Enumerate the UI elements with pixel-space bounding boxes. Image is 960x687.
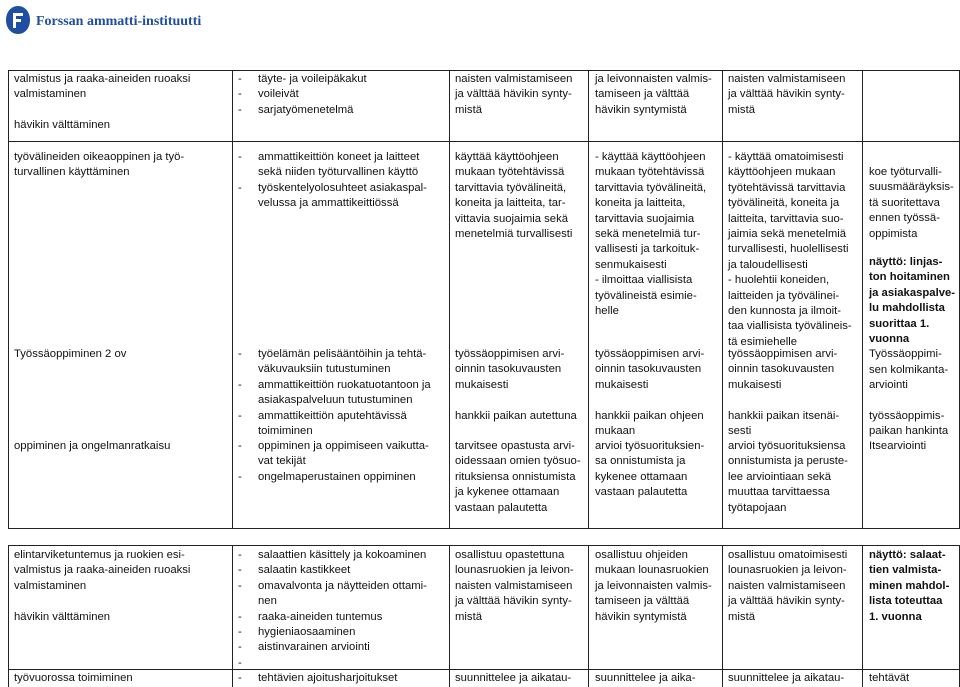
row-subject: elintarviketuntemus ja ruokien esi- valmistus ja raaka-aineiden ruoaksi valmistaminen hävikin välttäminen — [14, 549, 191, 623]
list-item: - ammattikeittiön aputehtävissä toimiminen — [238, 409, 407, 438]
table2-row-divider — [8, 669, 960, 670]
table1-col-divider — [862, 70, 863, 529]
evaluation-column: koe työturvalli- suusmääräyksis- tä suoritettava ennen työssä- oppimista — [869, 166, 954, 240]
table2-col-divider — [722, 545, 723, 687]
criteria-t1: suunnittelee ja aikatau- — [455, 672, 572, 684]
evaluation-column: tehtävät — [869, 672, 910, 684]
list-item: - työskentelyolosuhteet asiakaspal- velussa ja ammattikeittiössä — [238, 181, 427, 210]
criteria-k3: naisten valmistamiseen ja välttää hävikin synty- mistä — [728, 73, 846, 116]
table2-col-divider — [8, 545, 9, 687]
evaluation-column: Itsearviointi — [869, 440, 927, 452]
list-item: - sarjatyömenetelmä — [238, 103, 354, 116]
criteria-t1: käyttää käyttöohjeen mukaan työtehtävissä tarvittavia työvälineitä, koneita ja laitteita, tar- vittavia suojaimia sekä menetelmiä turvallisesti — [455, 151, 573, 241]
criteria-k3: - käyttää omatoimisesti käyttöohjeen mukaan työtehtävissä tarvittavia työvälineitä, koneita ja laitteita, tarvittavia suo- jaimia sekä menetelmiä turvallisesti, huolellisesti ja taloudellisesti - huolehtii koneiden, laitteiden ja työvälinei- den kunnosta ja ilmoit- taa viallisista työvälineis- tä esimiehelle — [728, 151, 852, 348]
table1-bottom-border — [8, 528, 960, 529]
list-item: - ammattikeittiön ruokatuotantoon ja asiakaspalveluun tutustuminen — [238, 378, 431, 407]
org-name: Forssan ammatti-instituutti — [36, 14, 202, 29]
criteria-h2: ja leivonnaisten valmis- tamiseen ja välttää hävikin syntymistä — [595, 73, 712, 116]
list-item: - työelämän pelisääntöihin ja tehtä- väkuvauksiin tutustuminen — [238, 348, 427, 376]
row-subject: työvälineiden oikeaoppinen ja työ- turvallinen käyttäminen — [14, 151, 185, 179]
criteria-h2: arvioi työsuorituksien- sa onnistumista ja kykenee ottamaan vastaan palautetta — [595, 440, 705, 499]
criteria-t1: tarvitsee opastusta arvi- oidessaan omien työsuo- rituksiensa onnistumista ja kykenee ottamaan vastaan palautetta — [455, 440, 581, 514]
row-content-list — [238, 439, 443, 485]
row-content-list — [238, 671, 397, 686]
list-item: - aistinvarainen arviointi — [238, 641, 370, 654]
criteria-k3: suunnittelee ja aikatau- — [728, 672, 845, 684]
list-item: - oppiminen ja oppimiseen vaikutta- vat tekijät — [238, 440, 429, 468]
row-subject: työvuorossa toimiminen — [14, 672, 133, 684]
table2-top-border — [8, 545, 960, 546]
list-item: - ammattikeittiön koneet ja laitteet sekä niiden työturvallinen käyttö — [238, 151, 420, 179]
list-item: - raaka-aineiden tuntemus — [238, 610, 383, 623]
list-item: - täyte- ja voileipäkakut — [238, 73, 367, 85]
table1-top-border — [8, 70, 960, 71]
criteria-h2: - käyttää käyttöohjeen mukaan työtehtävissä tarvittavia työvälineitä, koneita ja laitteita, tarvittavia suojaimia sekä menetelmiä tur- vallisesti ja tarkoituk- senmukaisesti - ilmoittaa viallisista työvälineistä esimie- helle — [595, 151, 707, 318]
list-item: - salaattien käsittely ja kokoaminen — [238, 549, 427, 561]
row-content-list — [238, 72, 367, 118]
list-item: - — [238, 656, 242, 669]
evaluation-column: näyttö: salaat- tien valmista- minen mahdol- lista toteuttaa 1. vuonna — [869, 549, 950, 623]
table1-col-divider — [8, 70, 9, 529]
table1-col-divider — [232, 70, 233, 529]
criteria-k3: arvioi työsuorituksiensa onnistumista ja peruste- lee arviointiaan sekä muuttaa tarvittaessa työtapojaan — [728, 440, 848, 514]
criteria-h2: työssäoppimisen arvi- oinnin tasokuvausten mukaisesti hankkii paikan ohjeen mukaan — [595, 348, 705, 438]
list-item: - ongelmaperustainen oppiminen — [238, 470, 416, 483]
criteria-t1: osallistuu opastettuna lounasruokien ja leivon- naisten valmistamiseen ja välttää hävikin synty- mistä — [455, 549, 574, 623]
table2-col-divider — [232, 545, 233, 687]
table1-col-divider — [722, 70, 723, 529]
list-item: - tehtävien ajoitusharjoitukset — [238, 672, 398, 684]
table2-col-divider — [862, 545, 863, 687]
faml-logo-icon — [5, 5, 31, 35]
evaluation-column: näyttö: linjas- ton hoitaminen ja asiakaspalve- lu mahdollista suorittaa 1. vuonna Työssäoppimi- sen kolmikanta- arviointi työssäoppimis- paikan hankinta — [869, 256, 956, 438]
table1-col-divider — [449, 70, 450, 529]
row-content-list — [238, 150, 443, 212]
criteria-t1: työssäoppimisen arvi- oinnin tasokuvausten mukaisesti hankkii paikan autettuna — [455, 348, 577, 422]
list-item: - hygieniaosaaminen — [238, 626, 356, 639]
list-item: - omavalvonta ja näytteiden ottami- nen — [238, 579, 427, 608]
list-item: - voileivät — [238, 88, 299, 101]
row-subject: Työssäoppiminen 2 ov — [14, 348, 127, 360]
criteria-t1: naisten valmistamiseen ja välttää hävikin synty- mistä — [455, 73, 573, 116]
table1-row-divider — [8, 141, 960, 142]
row-content-list — [238, 347, 443, 439]
criteria-k3: työssäoppimisen arvi- oinnin tasokuvausten mukaisesti hankkii paikan itsenäi- sesti — [728, 348, 840, 438]
table1-col-divider — [588, 70, 589, 529]
row-content-list — [238, 548, 443, 671]
table2-col-divider — [449, 545, 450, 687]
criteria-h2: osallistuu ohjeiden mukaan lounasruokien ja leivonnaisten valmis- tamiseen ja välttää hävikin syntymistä — [595, 549, 712, 623]
criteria-k3: osallistuu omatoimisesti lounasruokien ja leivon- naisten valmistamiseen ja välttää hävikin synty- mistä — [728, 549, 848, 623]
list-item: - salaatin kastikkeet — [238, 564, 351, 577]
table2-col-divider — [588, 545, 589, 687]
criteria-h2: suunnittelee ja aika- — [595, 672, 696, 684]
row-subject: valmistus ja raaka-aineiden ruoaksi valmistaminen hävikin välttäminen — [14, 73, 191, 132]
row-subject: oppiminen ja ongelmanratkaisu — [14, 440, 171, 452]
